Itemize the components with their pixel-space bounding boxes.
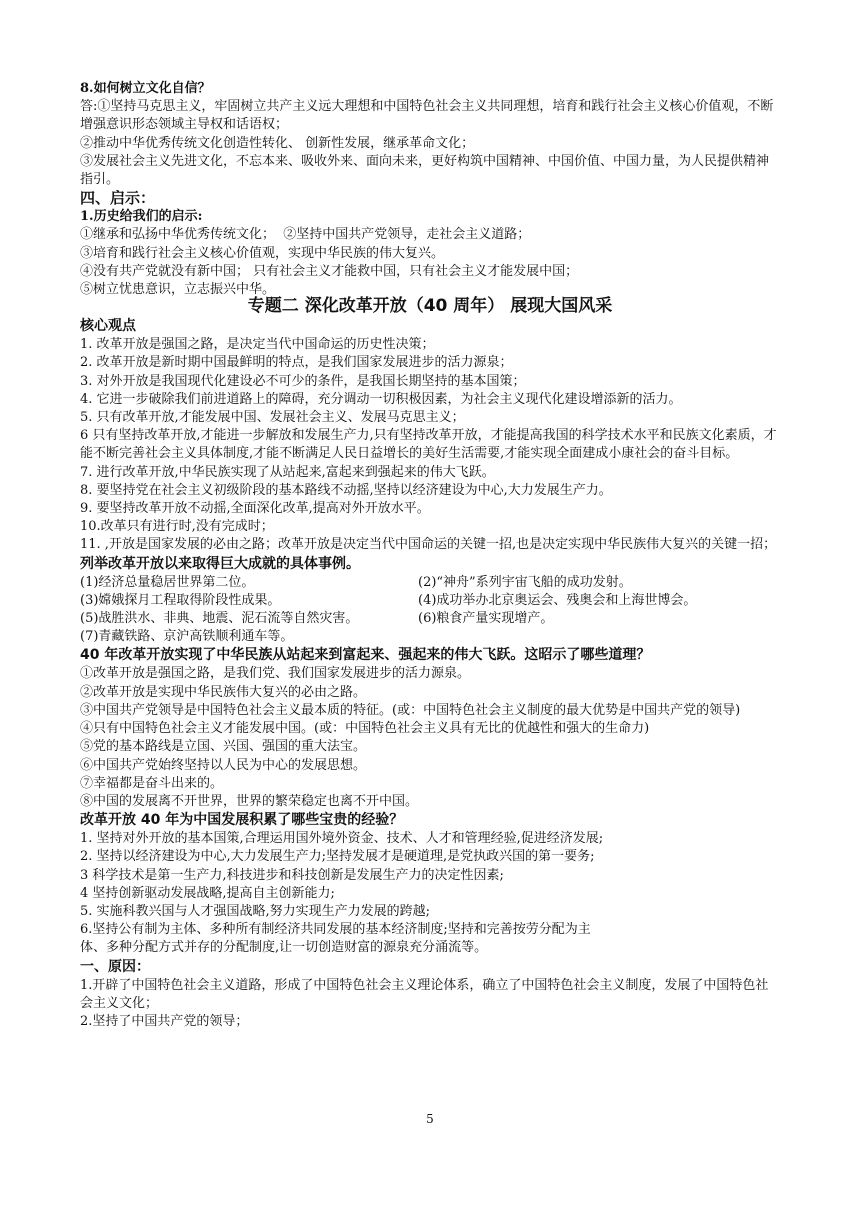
list-item: (1)经济总量稳居世界第二位。 — [80, 574, 255, 590]
text-line: 8. 要坚持党在社会主义初级阶段的基本路线不动摇,坚持以经济建设为中心,大力发展生产力。 — [80, 482, 612, 498]
section-heading: 核心观点 — [80, 318, 136, 335]
text-line: 答:①坚持马克思主义，牢固树立共产主义远大理想和中国特色社会主义共同理想，培育和践行社会主义核心价值观，不断增强意识形态领域主导权和话语权； — [80, 99, 774, 133]
section-heading: 40 年改革开放实现了中华民族从站起来到富起来、强起来的伟大飞跃。这昭示了哪些道理？ — [80, 647, 651, 664]
page-number: 5 — [426, 1112, 434, 1126]
text-line: ⑦幸福都是奋斗出来的。 — [80, 775, 224, 791]
text-line: 11. ,开放是国家发展的必由之路；改革开放是决定当代中国命运的关键一招,也是决定实现中华民族伟大复兴的关键一招； — [80, 537, 777, 553]
text-line: ③中国共产党领导是中国特色社会主义最本质的特征。(或：中国特色社会主义制度的最大优势是中国共产党的领导) — [80, 702, 741, 718]
text-line: ③培育和践行社会主义核心价值观，实现中华民族的伟大复兴。 — [80, 245, 445, 261]
section-heading: 四、启示： — [80, 189, 156, 208]
text-line: 10.改革只有进行时,没有完成时； — [80, 519, 274, 535]
text-line: 6.坚持公有制为主体、多种所有制经济共同发展的基本经济制度;坚持和完善按劳分配为主 — [80, 922, 591, 938]
text-line: ②推动中华优秀传统文化创造性转化、 创新性发展，继承革命文化； — [80, 135, 475, 151]
topic-title: 专题二 深化改革开放（40 周年） 展现大国风采 — [247, 296, 613, 317]
section-experience — [80, 811, 780, 957]
list-item: (3)嫦娥探月工程取得阶段性成果。 — [80, 592, 281, 608]
text-line: ⑤党的基本路线是立国、兴国、强国的重大法宝。 — [80, 739, 367, 755]
section-heading: 列举改革开放以来取得巨大成就的具体事例。 — [80, 555, 360, 572]
text-line: 3 科学技术是第一生产力,科技进步和科技创新是发展生产力的决定性因素; — [80, 867, 504, 883]
section-8 — [80, 80, 780, 189]
text-line: 1.开辟了中国特色社会主义道路，形成了中国特色社会主义理论体系，确立了中国特色社会主义制度，发展了中国特色社会主义文化； — [80, 977, 769, 1011]
text-line: ⑥中国共产党始终坚持以人民为中心的发展思想。 — [80, 757, 367, 773]
text-line: 4. 它进一步破除我们前进道路上的障碍，充分调动一切积极因素，为社会主义现代化建设增添新的活力。 — [80, 391, 682, 407]
text-line: ①改革开放是强国之路，是我们党、我们国家发展进步的活力源泉。 — [80, 666, 471, 682]
section-core-views — [80, 317, 780, 554]
text-line: ③发展社会主义先进文化，不忘本来、吸收外来、面向未来，更好构筑中国精神、中国价值、中国力量，为人民提供精神指引。 — [80, 153, 770, 188]
list-item: (4)成功举办北京奥运会、残奥会和上海世博会。 — [418, 592, 697, 608]
list-item: (6)粮食产量实现增产。 — [418, 611, 554, 627]
achievement-grid — [80, 574, 780, 629]
document-page — [80, 80, 780, 1031]
text-line: ②改革开放是实现中华民族伟大复兴的必由之路。 — [80, 684, 367, 700]
text-line: ⑧中国的发展离不开世界，世界的繁荣稳定也离不开中国。 — [80, 793, 419, 809]
text-line: 2. 坚持以经济建设为中心,大力发展生产力;坚持发展才是硬道理,是党执政兴国的第一要务; — [80, 849, 595, 865]
text-line: 9. 要坚持改革开放不动摇,全面深化改革,提高对外开放水平。 — [80, 501, 430, 517]
text-line: 2. 改革开放是新时期中国最鲜明的特点，是我们国家发展进步的活力源泉； — [80, 355, 513, 371]
text-line: 6 只有坚持改革开放,才能进一步解放和发展生产力,只有坚持改革开放，才能提高我国的科学技术水平和民族文化素质，才能不断完善社会主义具体制度,才能不断满足人民日益增长的美好生活需要,才能实现全面建成小康社会的奋斗目标。 — [80, 428, 777, 462]
section-8-title: 8.如何树立文化自信？ — [80, 81, 211, 96]
section-inspiration — [80, 189, 780, 299]
text-line: 1. 坚持对外开放的基本国策,合理运用国外境外资金、技术、人才和管理经验,促进经济发展; — [80, 831, 604, 847]
text-line: 体、多种分配方式并存的分配制度,让一切创造财富的源泉充分涌流等。 — [80, 940, 488, 956]
text-line: 7. 进行改革开放,中华民族实现了从站起来,富起来到强起来的伟大飞跃。 — [80, 464, 495, 480]
text-line: ①继承和弘扬中华优秀传统文化； ②坚持中国共产党领导，走社会主义道路； — [80, 227, 531, 243]
text-line: 2.坚持了中国共产党的领导； — [80, 1013, 249, 1029]
text-line: 5. 只有改革开放,才能发展中国、发展社会主义、发展马克思主义； — [80, 410, 465, 426]
text-line: 1. 改革开放是强国之路，是决定当代中国命运的历史性决策； — [80, 337, 435, 353]
text-line: 4 坚持创新驱动发展战略,提高自主创新能力; — [80, 885, 335, 901]
list-item: (7)青藏铁路、京沪高铁顺利通车等。 — [80, 629, 294, 645]
text-line: ⑤树立忧患意识，立志振兴中华。 — [80, 282, 276, 298]
subsection-title: 1.历史给我们的启示: — [80, 209, 203, 225]
section-achievements — [80, 555, 780, 647]
section-reasons — [80, 958, 780, 1032]
text-line: ④没有共产党就没有新中国； 只有社会主义才能救中国，只有社会主义才能发展中国； — [80, 263, 579, 279]
section-heading: 一、原因： — [80, 958, 150, 975]
list-item: (2)“神舟”系列宇宙飞船的成功发射。 — [418, 574, 632, 590]
section-truths — [80, 646, 780, 811]
text-line: 3. 对外开放是我国现代化建设必不可少的条件，是我国长期坚持的基本国策； — [80, 373, 526, 389]
text-line: ④只有中国特色社会主义才能发展中国。(或：中国特色社会主义具有无比的优越性和强大的生命力) — [80, 721, 650, 737]
list-item: (5)战胜洪水、非典、地震、泥石流等自然灾害。 — [80, 611, 359, 627]
text-line: 5. 实施科教兴国与人才强国战略,努力实现生产力发展的跨越; — [80, 903, 431, 919]
section-heading: 改革开放 40 年为中国发展积累了哪些宝贵的经验？ — [80, 812, 404, 829]
